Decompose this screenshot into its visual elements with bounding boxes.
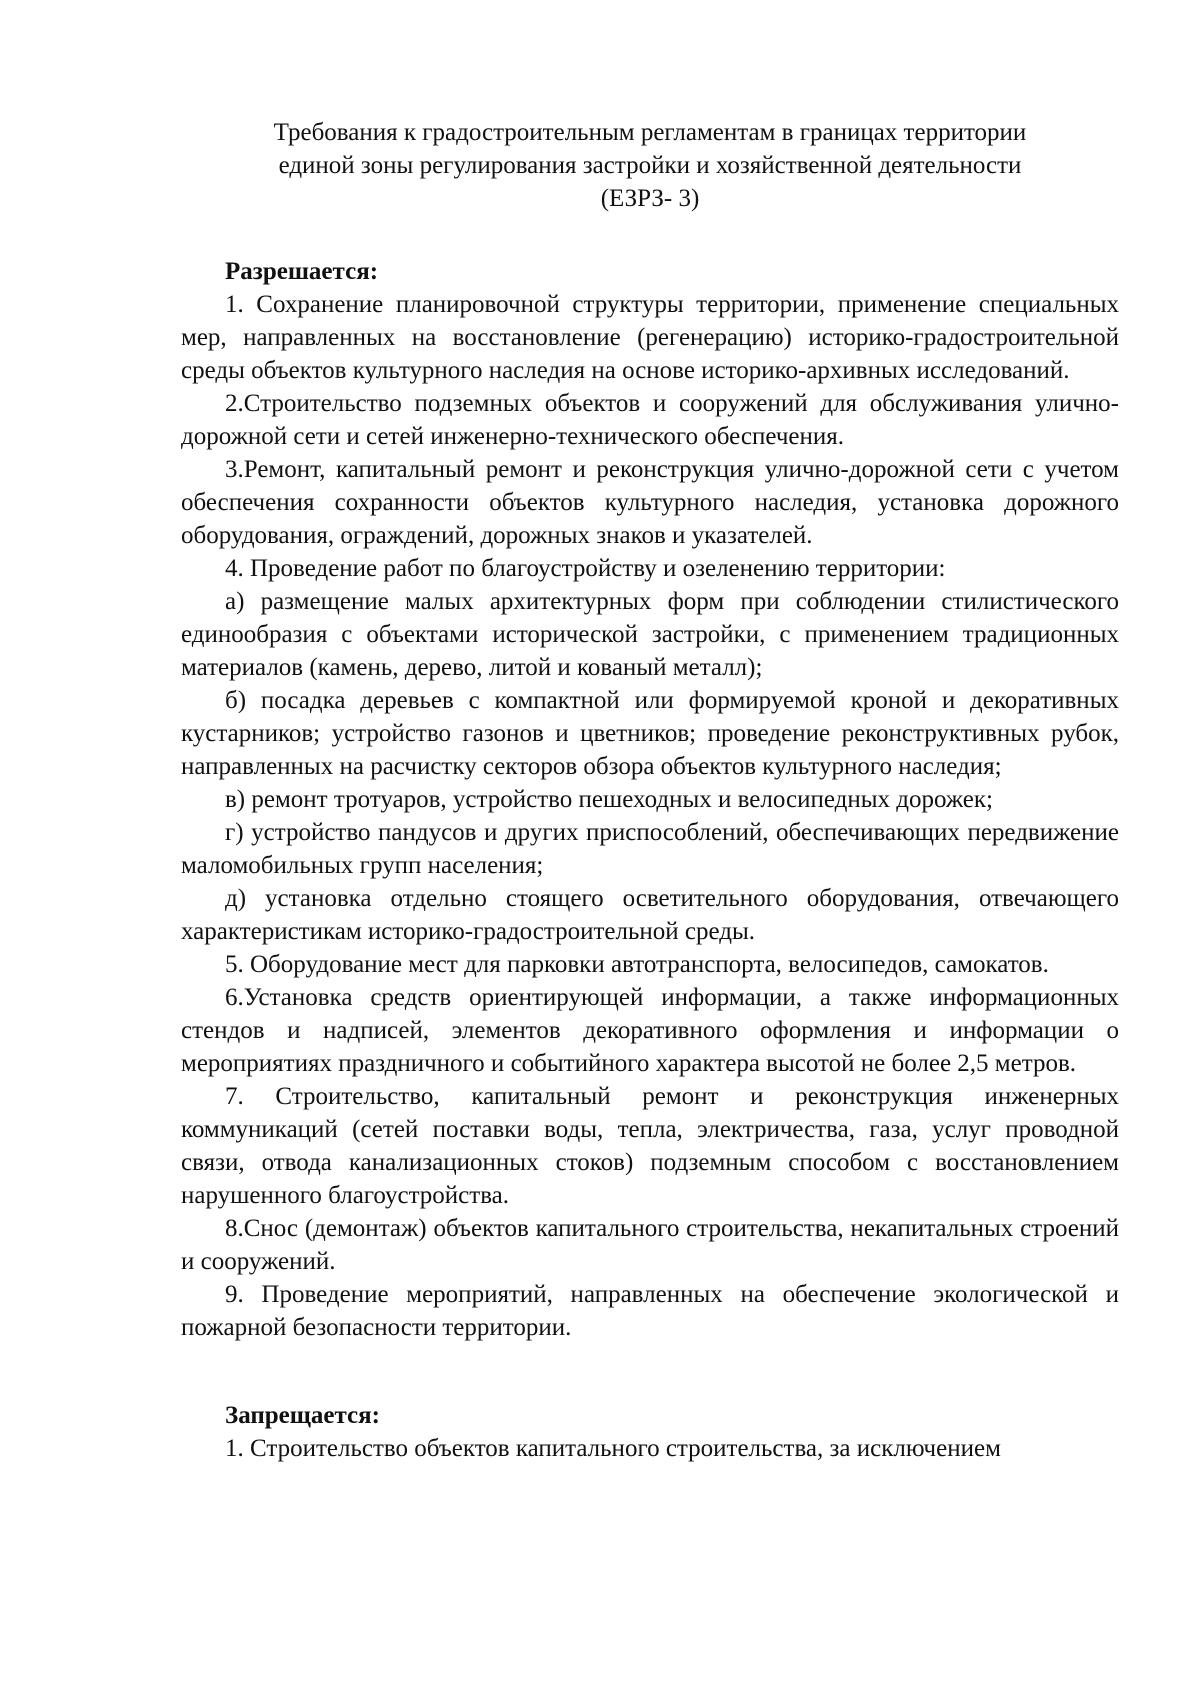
allowed-item-4v: в) ремонт тротуаров, устройство пешеходных и велосипедных дорожек;: [225, 786, 993, 813]
forbidden-item-1: 1. Строительство объектов капитального строительства, за исключением: [225, 1435, 1001, 1462]
title-line-3: (ЕЗРЗ- 3): [600, 185, 700, 212]
allowed-item-8: 8.Снос (демонтаж) объектов капитального строительства, некапитальных строений и сооружений.: [181, 1215, 1119, 1275]
allowed-item-1: 1. Сохранение планировочной структуры территории, применение специальных мер, направленных на восстановление (регенерацию) историко-градостроительной среды объектов культурного наследия на основе историко-архивных исследований.: [181, 291, 1119, 384]
title-line-1: Требования к градостроительным регламентам в границах территории: [273, 119, 1027, 146]
allowed-item-4d: д) установка отдельно стоящего осветительного оборудования, отвечающего характеристикам историко-градостроительной среды.: [181, 885, 1119, 945]
allowed-item-4g: г) устройство пандусов и других приспособлений, обеспечивающих передвижение маломобильных групп населения;: [181, 819, 1119, 879]
allowed-item-5: 5. Оборудование мест для парковки автотранспорта, велосипедов, самокатов.: [225, 951, 1049, 978]
document-page: [181, 116, 1119, 1465]
allowed-item-6: 6.Установка средств ориентирующей информации, а также информационных стендов и надписей, элементов декоративного оформления и информации о мероприятиях праздничного и событийного характера высотой не более 2,5 метров.: [181, 984, 1119, 1077]
allowed-item-4b: б) посадка деревьев с компактной или формируемой кроной и декоративных кустарников; устройство газонов и цветников; проведение реконструктивных рубок, направленных на расчистку секторов обзора объектов культурного наследия;: [181, 687, 1119, 780]
forbidden-heading: Запрещается:: [225, 1402, 381, 1429]
allowed-item-9: 9. Проведение мероприятий, направленных на обеспечение экологической и пожарной безопасности территории.: [181, 1281, 1119, 1341]
allowed-heading: Разрешается:: [225, 258, 379, 285]
allowed-item-2: 2.Строительство подземных объектов и сооружений для обслуживания улично-дорожной сети и сетей инженерно-технического обеспечения.: [181, 390, 1119, 450]
allowed-item-3: 3.Ремонт, капитальный ремонт и реконструкция улично-дорожной сети с учетом обеспечения сохранности объектов культурного наследия, установка дорожного оборудования, ограждений, дорожных знаков и указателей.: [181, 456, 1119, 549]
title-line-2: единой зоны регулирования застройки и хозяйственной деятельности: [278, 152, 1022, 179]
allowed-item-4: 4. Проведение работ по благоустройству и озеленению территории:: [225, 555, 946, 582]
allowed-item-4a: а) размещение малых архитектурных форм при соблюдении стилистического единообразия с объектами исторической застройки, с применением традиционных материалов (камень, дерево, литой и кованый металл);: [181, 588, 1119, 681]
allowed-item-7: 7. Строительство, капитальный ремонт и реконструкция инженерных коммуникаций (сетей поставки воды, тепла, электричества, газа, услуг проводной связи, отвода канализационных стоков) подземным способом с восстановлением нарушенного благоустройства.: [181, 1083, 1119, 1209]
document-title: [181, 116, 1119, 215]
